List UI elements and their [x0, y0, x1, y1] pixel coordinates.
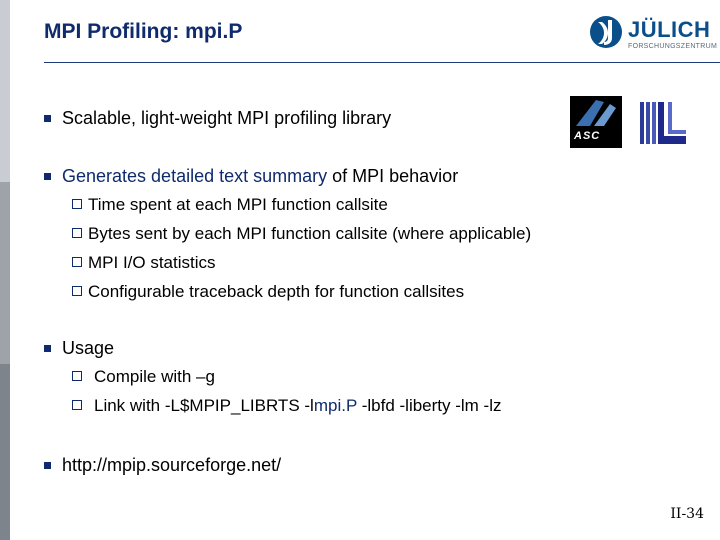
julich-logo-subtitle: FORSCHUNGSZENTRUM — [628, 43, 718, 50]
checkbox-bullet-icon — [72, 257, 82, 267]
page-number: II-34 — [670, 506, 704, 522]
bullet-marker — [44, 462, 51, 469]
bullet-generates — [62, 166, 458, 187]
llnl-logo — [636, 96, 690, 150]
checkbox-bullet-icon — [72, 228, 82, 238]
asc-logo — [570, 96, 622, 148]
sub-bullet-traceback: Configurable traceback depth for function callsites — [72, 282, 464, 302]
accent-bar-middle — [0, 182, 10, 364]
julich-logo-name: JÜLICH — [628, 17, 711, 42]
checkbox-bullet-icon — [72, 371, 82, 381]
slide-title: MPI Profiling: mpi.P — [44, 20, 243, 43]
bullet-generates-rest: of MPI behavior — [327, 166, 459, 186]
sub-bullet-link: Link with -L$MPIP_LIBRTS -lmpi.P -lbfd -liberty -lm -lz — [72, 396, 502, 416]
bullet-generates-highlight: Generates detailed text summary — [62, 166, 328, 186]
sub-bullet-bytes: Bytes sent by each MPI function callsite (where applicable) — [72, 224, 531, 244]
julich-logo — [588, 12, 718, 56]
accent-bar-bottom — [0, 364, 10, 540]
sub-bullet-compile: Compile with –g — [72, 367, 215, 387]
bullet-marker — [44, 173, 51, 180]
julich-emblem-icon — [588, 12, 624, 52]
asc-logo-text: ASC — [574, 130, 601, 142]
checkbox-bullet-icon — [72, 199, 82, 209]
checkbox-bullet-icon — [72, 286, 82, 296]
title-divider — [44, 62, 720, 63]
bullet-marker — [44, 115, 51, 122]
accent-bar-top — [0, 0, 10, 182]
llnl-emblem-icon — [636, 96, 690, 150]
sub-bullet-io: MPI I/O statistics — [72, 253, 216, 273]
bullet-url-link[interactable]: http://mpip.sourceforge.net/ — [62, 455, 282, 475]
left-accent-bar — [0, 0, 10, 540]
bullet-marker — [44, 345, 51, 352]
bullet-usage: Usage — [62, 338, 115, 358]
checkbox-bullet-icon — [72, 400, 82, 410]
bullet-scalable: Scalable, light-weight MPI profiling library — [62, 108, 392, 128]
sub-bullet-time: Time spent at each MPI function callsite — [72, 195, 388, 215]
